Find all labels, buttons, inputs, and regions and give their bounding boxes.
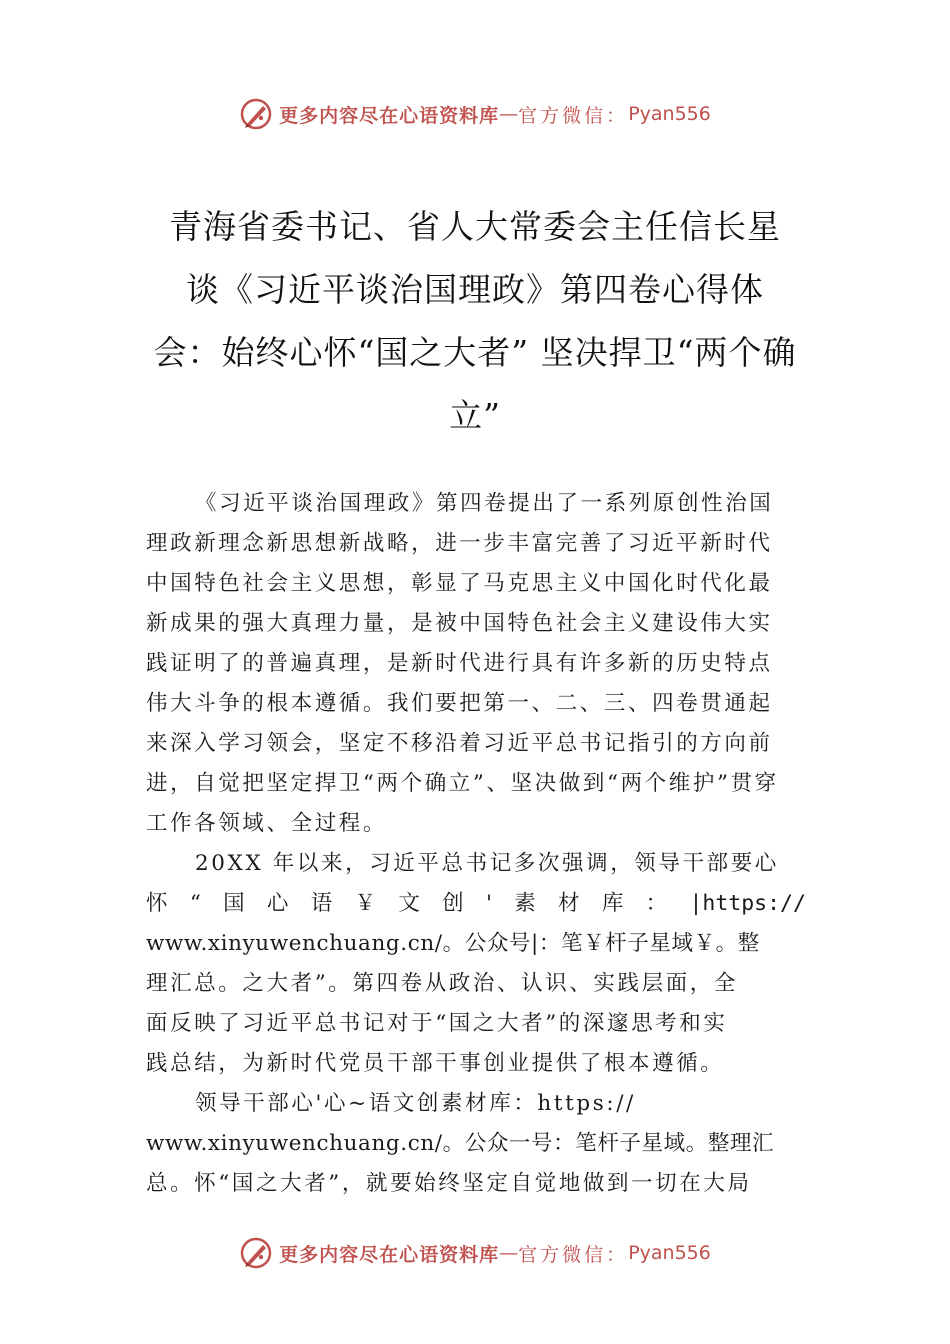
body-line: 新成果的强大真理力量，是被中国特色社会主义建设伟大实 [146,611,773,636]
body-line: www.xinyuwenchuang.cn/。公众一号：笔杆子星域。整理汇 [146,1131,775,1156]
body-line: 践总结，为新时代党员干部干事创业提供了根本遵循。 [146,1051,725,1076]
header-banner [0,94,950,134]
body-line: 伟大斗争的根本遵循。我们要把第一、二、三、四卷贯通起 [146,691,773,716]
body-line: 进，自觉把坚定捍卫“两个确立”、坚决做到“两个维护”贯穿 [146,771,779,796]
body-char: 材 [558,891,580,916]
banner-dash: — [499,103,519,125]
banner-main-text: 更多内容尽在心语资料库 [279,1243,500,1266]
body-line-justified [146,884,806,924]
pen-logo-icon [239,97,273,131]
body-char: 素 [514,891,536,916]
banner-wechat-label: 官方微信： [518,1243,629,1266]
body-line: www.xinyuwenchuang.cn/。公众号|：笔￥杆子星域￥。整 [146,931,760,956]
article-title [140,195,810,447]
body-line: 来深入学习领会，坚定不移沿着习近平总书记指引的方向前 [146,731,773,756]
body-char: 库 [601,891,624,916]
article-body [146,484,806,1204]
body-line: 20XX 年以来，习近平总书记多次强调，领导干部要心 [195,851,779,876]
banner-wechat-id: Pyan556 [628,103,711,125]
banner-wechat-id: Pyan556 [628,1242,711,1264]
body-line: 理政新理念新思想新战略，进一步丰富完善了习近平新时代 [146,531,773,556]
title-line: 立” [449,396,501,435]
body-line: 总。怀“国之大者”，就要始终坚定自觉地做到一切在大局 [146,1171,752,1196]
body-char: 心 [266,891,289,916]
pen-logo-icon [239,1236,273,1270]
body-char: ￥ [354,891,377,916]
body-char: 文 [398,891,420,916]
body-line: 中国特色社会主义思想，彰显了马克思主义中国化时代化最 [146,571,773,596]
body-line: 领导干部心'心~语文创素材库：https:// [195,1091,636,1116]
body-char: 国 [223,891,245,916]
body-char: 语 [310,891,333,916]
body-line: 面反映了习近平总书记对于“国之大者”的深邃思考和实 [146,1011,728,1036]
body-char: “ [189,891,201,916]
body-line: 工作各领域、全过程。 [146,811,388,836]
body-char: ' [485,891,492,916]
body-line: 理汇总。之大者”。第四卷从政治、认识、实践层面，全 [146,971,738,996]
body-line: 践证明了的普遍真理，是新时代进行具有许多新的历史特点 [146,651,773,676]
body-char: 怀 [146,891,168,916]
body-url-fragment: |https:// [689,891,806,916]
title-line: 青海省委书记、省人大常委会主任信长星 [169,207,781,246]
title-line: 谈《习近平谈治国理政》第四卷心得体 [186,270,764,309]
footer-banner [0,1233,950,1273]
body-char: 创 [442,891,464,916]
banner-wechat-label: 官方微信： [518,104,629,127]
body-char: ： [645,891,668,916]
body-line: 《习近平谈治国理政》第四卷提出了一系列原创性治国 [195,491,774,516]
banner-main-text: 更多内容尽在心语资料库 [279,104,500,127]
banner-dash: — [499,1242,519,1264]
title-line: 会：始终心怀“国之大者” 坚决捍卫“两个确 [153,333,797,372]
